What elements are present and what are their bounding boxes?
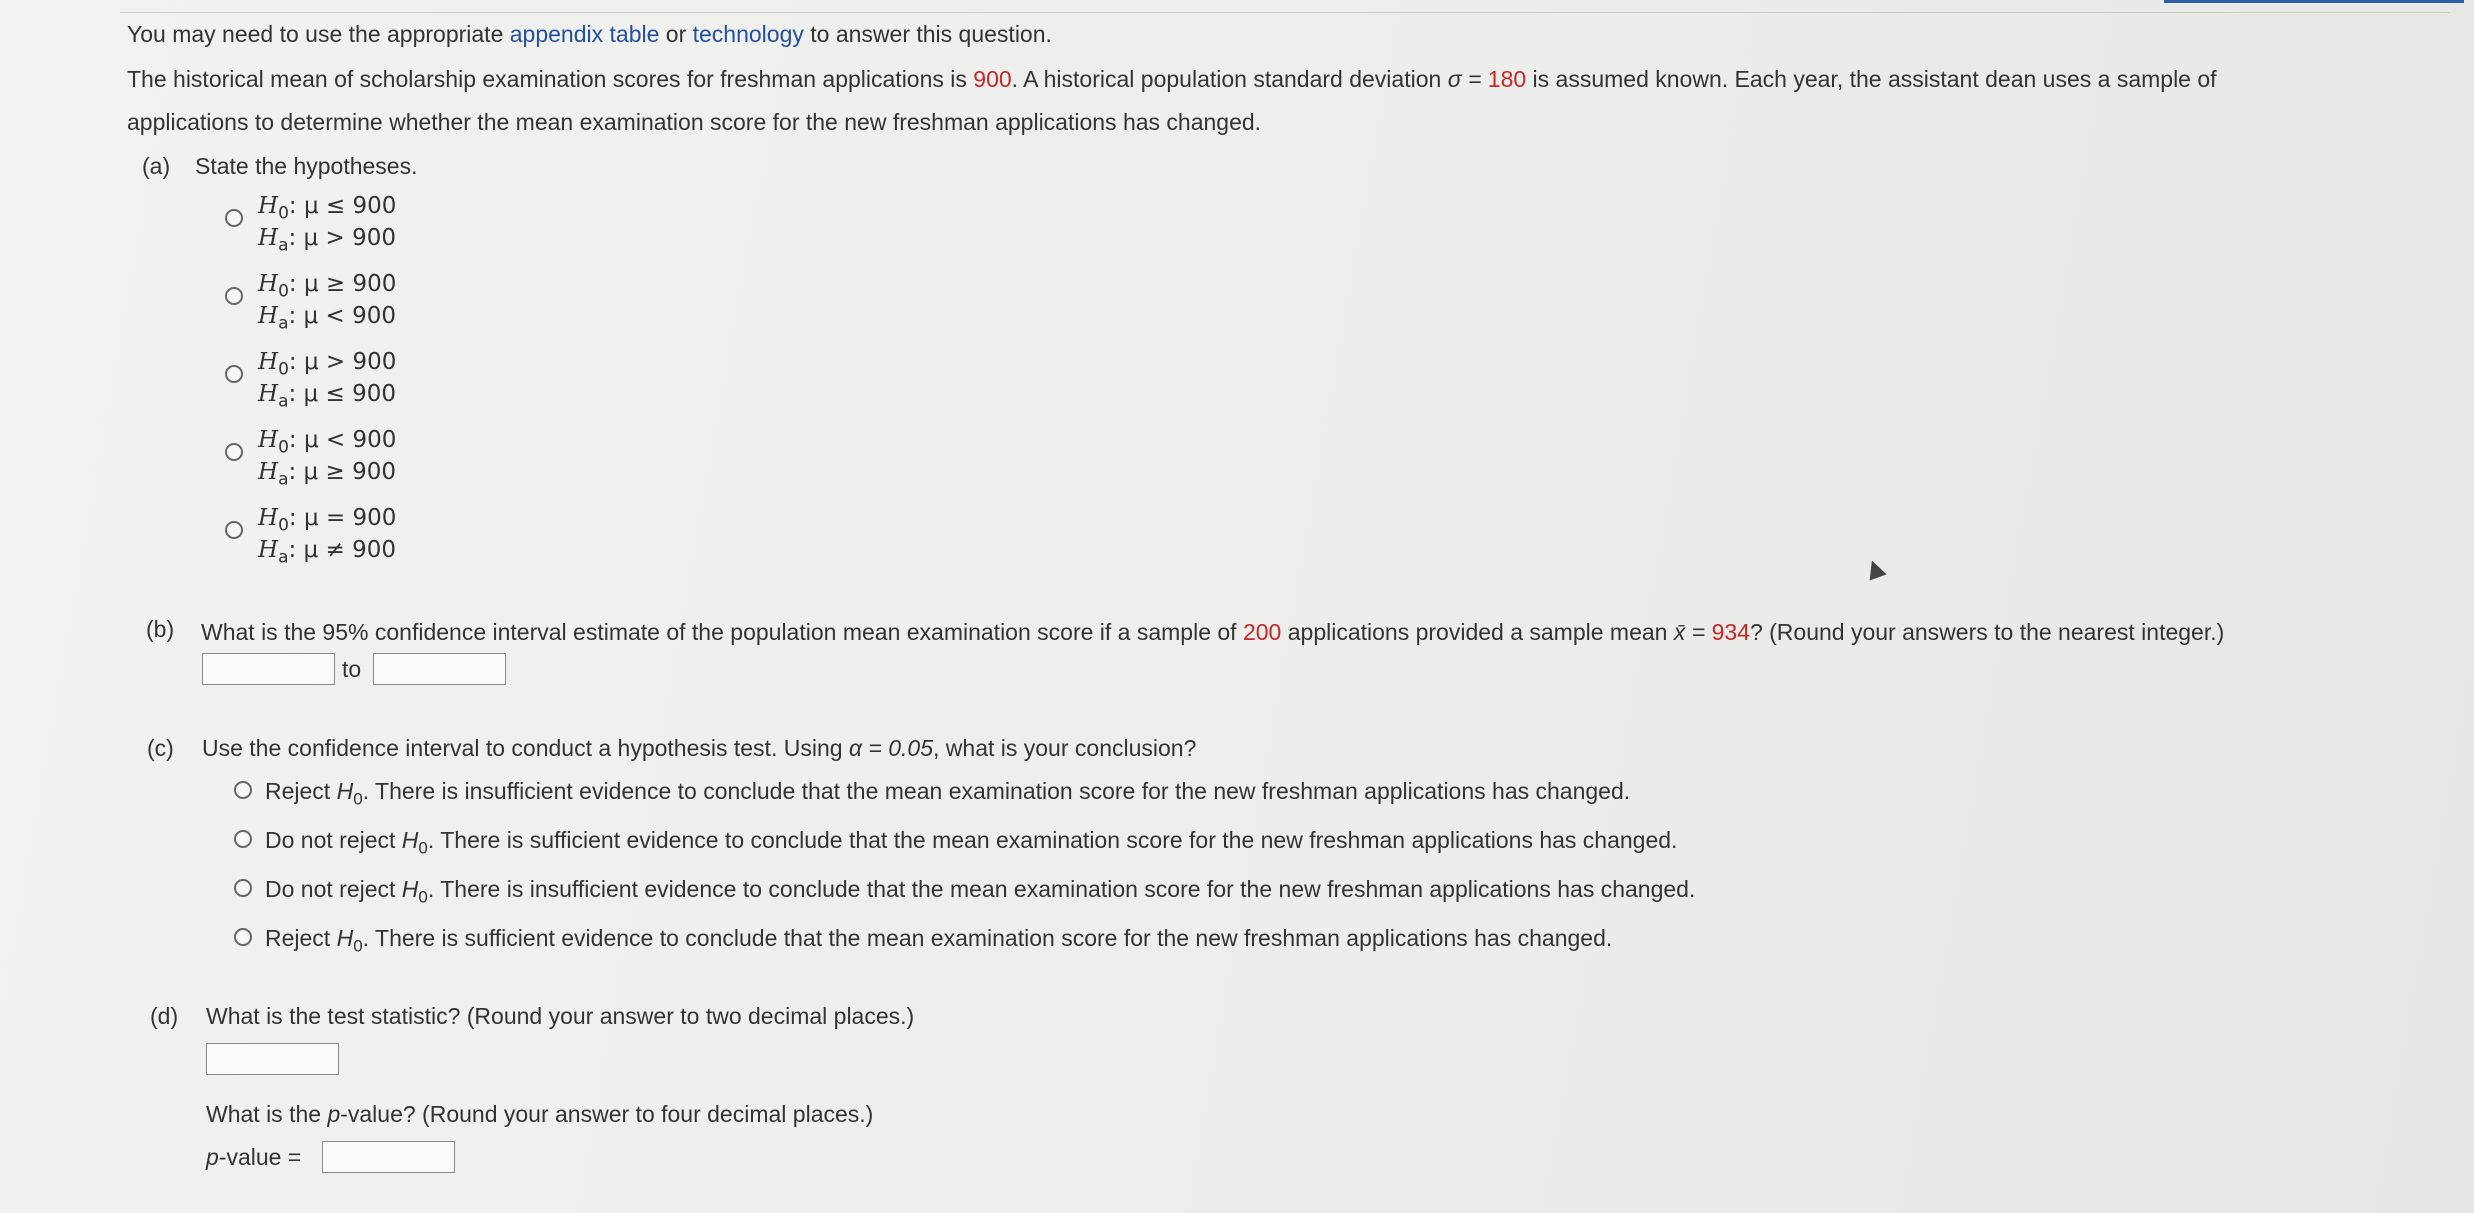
ci-upper-input[interactable] (373, 653, 506, 685)
ci-lower-input[interactable] (202, 653, 335, 685)
radio-button[interactable] (234, 928, 252, 946)
technology-link[interactable]: technology (692, 21, 804, 47)
xbar-symbol: x̄ = (1673, 619, 1712, 645)
problem-line-2: applications to determine whether the mean examination score for the new freshman applications has changed. (127, 109, 1262, 135)
radio-button[interactable] (234, 781, 252, 799)
radio-button[interactable] (234, 830, 252, 848)
h0-line: $H_0$: μ > 900 (258, 349, 397, 380)
intro-post: to answer this question. (803, 21, 1052, 47)
radio-button[interactable] (225, 287, 243, 305)
pvalue-input[interactable] (322, 1141, 455, 1173)
alpha-value: α = 0.05 (848, 735, 934, 761)
problem-text-a: The historical mean of scholarship examination scores for freshman applications is (127, 66, 974, 92)
top-accent-bar (2164, 0, 2464, 3)
pvalue-label: p-value = (206, 1144, 302, 1170)
ha-line: $H_a$: μ ≤ 900 (258, 381, 396, 412)
conclusion-text: Do not reject $H_0$. There is sufficient evidence to conclude that the mean examination score for the new freshman applications has changed. (265, 827, 1678, 858)
top-divider (120, 12, 2450, 13)
ha-line: $H_a$: μ ≥ 900 (258, 459, 396, 490)
part-c-label: (c) (147, 735, 174, 761)
ha-line: $H_a$: μ ≠ 900 (258, 537, 396, 568)
pvalue-question: What is the p-value? (Round your answer to four decimal places.) (206, 1101, 874, 1127)
problem-text-c: is assumed known. Each year, the assistant dean uses a sample of (1526, 66, 2217, 92)
intro-mid: or (659, 21, 693, 47)
part-d-label: (d) (150, 1003, 179, 1029)
test-statistic-question: What is the test statistic? (Round your answer to two decimal places.) (206, 1003, 915, 1029)
h0-line: $H_0$: μ ≥ 900 (258, 271, 397, 302)
test-statistic-input[interactable] (206, 1043, 339, 1075)
radio-button[interactable] (225, 443, 243, 461)
intro-pre: You may need to use the appropriate (127, 21, 510, 47)
part-a-label: (a) (142, 153, 171, 179)
intro-text (127, 19, 1052, 49)
problem-text-b: . A historical population standard deviation (1011, 66, 1448, 92)
sample-mean-value: 934 (1711, 619, 1750, 645)
mean-value: 900 (973, 66, 1012, 92)
problem-line-1 (127, 64, 2217, 94)
radio-button[interactable] (225, 521, 243, 539)
radio-button[interactable] (234, 879, 252, 897)
part-c-question: Use the confidence interval to conduct a hypothesis test. Using α = 0.05, what is your conclusion? (202, 735, 1197, 761)
appendix-table-link[interactable]: appendix table (509, 21, 660, 47)
part-b-label: (b) (146, 616, 175, 642)
sigma-symbol: σ = (1447, 66, 1488, 92)
ha-line: $H_a$: μ < 900 (258, 303, 396, 334)
h0-line: $H_0$: μ < 900 (258, 427, 397, 458)
part-a-question: State the hypotheses. (195, 153, 418, 179)
radio-button[interactable] (225, 209, 243, 227)
sigma-value: 180 (1487, 66, 1527, 92)
h0-line: $H_0$: μ ≤ 900 (258, 193, 397, 224)
sample-size-value: 200 (1242, 619, 1282, 645)
to-label: to (342, 656, 362, 682)
ha-line: $H_a$: μ > 900 (258, 225, 396, 256)
conclusion-text: Do not reject $H_0$. There is insufficient evidence to conclude that the mean examination score for the new freshman applications has changed. (265, 876, 1696, 907)
conclusion-text: Reject $H_0$. There is sufficient evidence to conclude that the mean examination score for the new freshman applications has changed. (265, 925, 1613, 956)
conclusion-text: Reject $H_0$. There is insufficient evidence to conclude that the mean examination score for the new freshman applications has changed. (265, 778, 1631, 809)
part-b-question: What is the 95% confidence interval estimate of the population mean examination score if a sample of 200 applications provided a sample mean x̄ = 934? (Round your answers to the nearest integer.) (201, 619, 2225, 645)
h0-line: $H_0$: μ = 900 (258, 505, 397, 536)
radio-button[interactable] (225, 365, 243, 383)
